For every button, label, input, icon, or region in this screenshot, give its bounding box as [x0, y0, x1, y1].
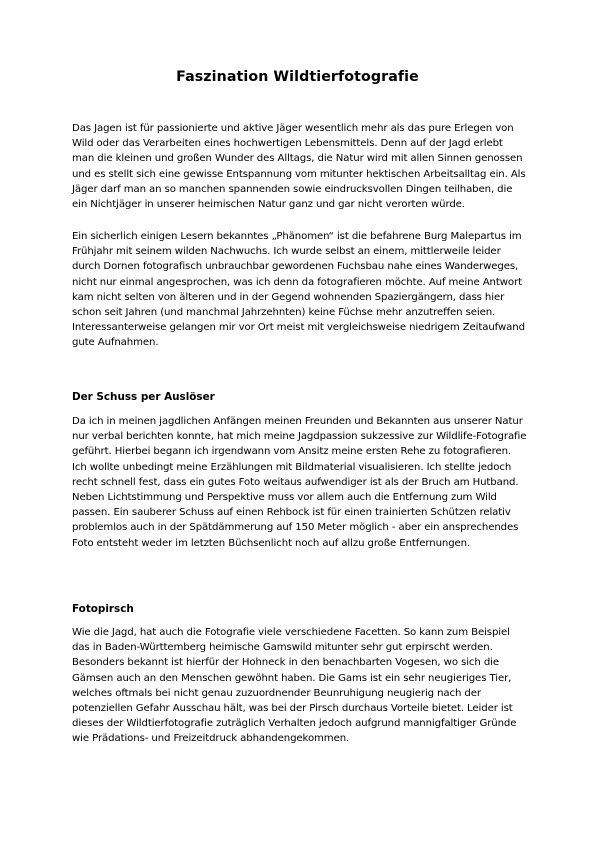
- section-heading-fotopirsch: Fotopirsch: [72, 603, 134, 615]
- section-paragraph-fotopirsch: Wie die Jagd, hat auch die Fotografie viele verschiedene Facetten. So kann zum Beispiel das in Baden-Württemberg heimische Gamswild mitunter sehr gut erpirscht werden. Besonders bekannt ist hierfür der Hohneck in den benachbarten Vogesen, wo sich die Gämsen auch an den Menschen gewöhnt haben. Die Gams ist ein sehr neugieriges Tier, welches oftmals bei nicht genau zuzuordnender Beunruhigung neugierig nach der potenziellen Gefahr Ausschau hält, was bei der Pirsch durchaus Vorteile bietet. Leider ist dieses der Wildtierfotografie zuträglich Verhalten jedoch aufgrund mannigfaltiger Gründe wie Prädations- und Freizeitdruck abhandengekommen.: [72, 627, 517, 745]
- document-title: Faszination Wildtierfotografie: [176, 69, 419, 85]
- intro-paragraph-1: Das Jagen ist für passionierte und aktive Jäger wesentlich mehr als das pure Erlegen von Wild oder das Verarbeiten eines hochwertigen Lebensmittels. Denn auf der Jagd erlebt man die kleinen und großen Wunder des Alltags, die Natur wird mit allen Sinnen genossen und es stellt sich eine gewisse Entspannung vom mitunter hektischen Arbeitsalltag ein. Als Jäger darf man an so manchen spannenden sowie eindrucksvollen Dingen teilhaben, die ein Nichtjäger in unserer heimischen Natur ganz und gar nicht verorten würde.: [72, 123, 526, 211]
- intro-paragraph-2: Ein sicherlich einigen Lesern bekanntes „Phänomen“ ist die befahrene Burg Malepartus im Frühjahr mit seinem wilden Nachwuchs. Ich wurde selbst an einem, mittlerweile leider durch Dornen fotografisch unbrauchbar gewordenen Fuchsbau nahe eines Wanderweges, nicht nur einmal angesprochen, was ich denn da fotografieren möchte. Auf meine Antwort kam nicht selten von älteren und in der Gegend wohnenden Spaziergängern, dass hier schon seit Jahren (und manchmal Jahrzehnten) keine Füchse mehr anzutreffen seien. Interessanterweise gelangen mir vor Ort meist mit vergleichsweise niedrigem Zeitaufwand gute Aufnahmen.: [72, 231, 525, 349]
- section-heading-schuss: Der Schuss per Auslöser: [72, 391, 215, 403]
- section-paragraph-schuss: Da ich in meinen jagdlichen Anfängen meinen Freunden und Bekannten aus unserer Natur nur verbal berichten konnte, hat mich meine Jagdpassion sukzessive zur Wildlife-Fotografie geführt. Hierbei begann ich irgendwann vom Ansitz meine ersten Rehe zu fotografieren. Ich wollte unbedingt meine Erzählungen mit Bildmaterial visualisieren. Ich stellte jedoch recht schnell fest, dass ein gutes Foto weitaus aufwendiger ist als der Bruch am Hutband. Neben Lichtstimmung und Perspektive muss vor allem auch die Entfernung zum Wild passen. Ein sauberer Schuss auf einen Rehbock ist für einen trainierten Schützen relativ problemlos auch in der Spätdämmerung auf 150 Meter möglich - aber ein ansprechendes Foto entsteht weder im letzten Büchsenlicht noch auf allzu große Entfernungen.: [72, 416, 527, 549]
